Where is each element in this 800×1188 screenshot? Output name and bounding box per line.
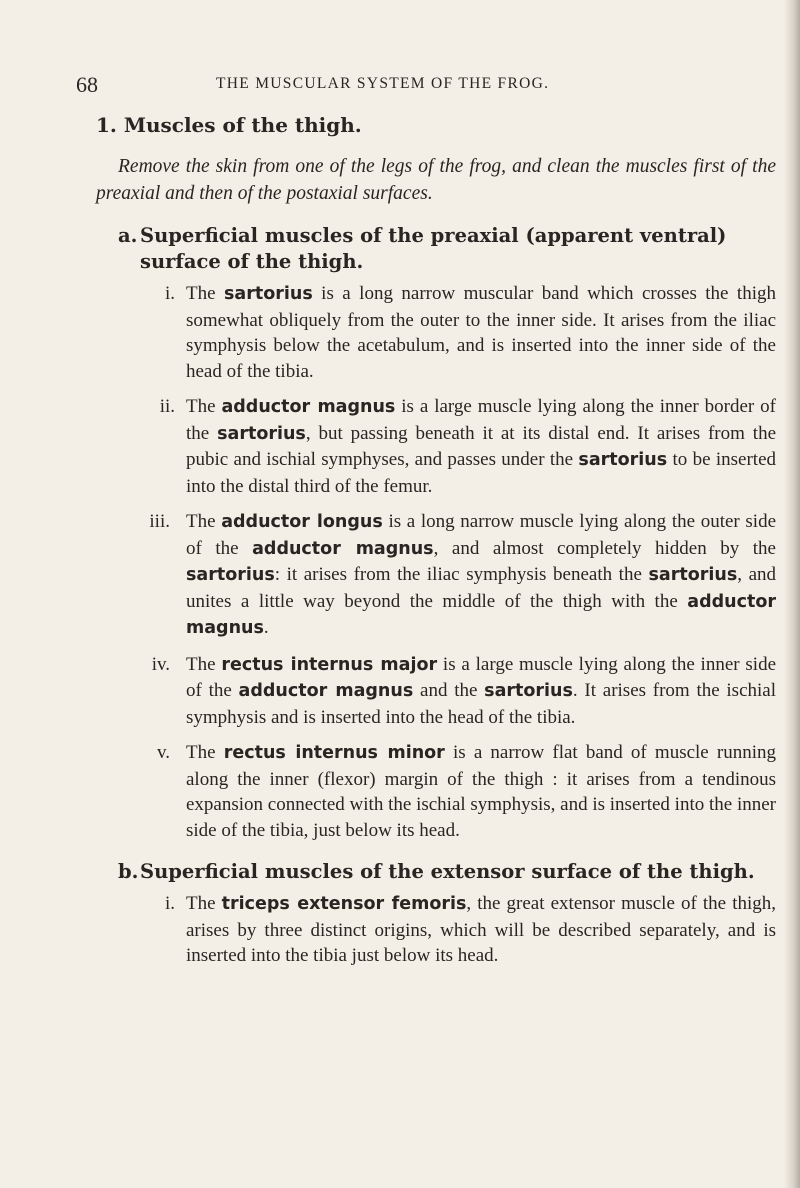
page-edge-shadow: [784, 0, 800, 1188]
item-text: , but passing beneath it at its distal end. It arises from the pubic and ischial symphyses, and passes under the: [186, 422, 777, 470]
list-item: [96, 281, 776, 384]
intro-paragraph: Remove the skin from one of the legs of the frog, and clean the muscles first of the preaxial and then of the postaxial surfaces.: [96, 156, 776, 204]
item-text: The: [186, 511, 222, 532]
muscle-term: adductor magnus: [186, 591, 776, 638]
item-text: The: [186, 283, 224, 304]
muscle-term: adductor magnus: [221, 397, 396, 417]
subsection-heading-a-line2: surface of the thigh.: [140, 250, 364, 273]
item-text: is a large muscle lying along the inner border of the: [186, 396, 777, 444]
list-item: [96, 509, 776, 642]
subsection-heading-a-line1: Superficial muscles of the preaxial (apparent ventral): [140, 224, 727, 247]
item-number: i.: [164, 283, 175, 304]
item-text: and the: [413, 680, 485, 701]
muscle-term: sartorius: [186, 565, 275, 585]
item-text: . It arises from the ischial symphysis and is inserted into the head of the tibia.: [186, 680, 777, 728]
item-text: is a long narrow muscular band which crosses the thigh somewhat obliquely from the outer to the inner side. It arises from the iliac symphysis below the acetabulum, and is inserted into the inner side of the head of the tibia.: [186, 283, 776, 382]
muscle-term: adductor magnus: [252, 538, 434, 559]
item-text: The: [186, 653, 222, 675]
subsection-heading-b-line1: Superficial muscles of the extensor surface of the thigh.: [140, 860, 755, 883]
list-item: [96, 740, 776, 843]
list-item: [96, 394, 776, 499]
item-number: ii.: [159, 396, 175, 417]
subsection-marker-b: b.: [118, 860, 139, 883]
page-number: 68: [76, 72, 98, 97]
item-text: to be inserted into the distal third of the femur.: [186, 449, 776, 497]
item-number: v.: [156, 742, 170, 763]
item-text: The: [186, 396, 222, 417]
running-title: THE MUSCULAR SYSTEM OF THE FROG.: [216, 75, 550, 92]
running-head: [76, 72, 776, 96]
muscle-term: triceps extensor femoris: [221, 894, 467, 914]
page-body: [96, 112, 776, 979]
list-item: [96, 652, 776, 731]
item-text: , and unites a little way beyond the middle of the thigh with the: [186, 564, 777, 612]
muscle-term: sartorius: [217, 423, 306, 444]
item-text: is a large muscle lying along the inner side of the: [186, 653, 776, 701]
list-item: [96, 891, 776, 969]
subsection-marker-a: a.: [118, 224, 138, 247]
item-text: .: [263, 617, 269, 638]
muscle-term: rectus internus major: [221, 654, 438, 675]
item-text: , the great extensor muscle of the thigh, arises by three distinct origins, which will be described separately, and is inserted into the tibia just below its head.: [186, 893, 777, 966]
item-text: : it arises from the iliac symphysis beneath the: [274, 564, 649, 585]
item-text: is a long narrow muscle lying along the outer side of the: [186, 511, 776, 559]
subsection-heading-a: [96, 223, 776, 275]
item-number: iv.: [151, 653, 170, 675]
muscle-term: rectus internus minor: [223, 743, 445, 763]
muscle-term: sartorius: [578, 450, 668, 470]
muscle-term: adductor longus: [221, 512, 383, 532]
subsection-heading-b: [96, 859, 776, 885]
item-text: The: [186, 893, 222, 914]
muscle-term: adductor magnus: [238, 681, 414, 701]
section-heading: 1. Muscles of the thigh.: [96, 113, 362, 137]
item-text: The: [186, 742, 224, 763]
muscle-term: sartorius: [648, 565, 738, 585]
item-text: , and almost completely hidden by the: [433, 537, 776, 559]
muscle-term: sartorius: [223, 284, 313, 304]
item-number: iii.: [149, 511, 170, 532]
muscle-term: sartorius: [484, 681, 573, 701]
item-text: is a narrow flat band of muscle running along the inner (flexor) margin of the thigh : it arises from a tendinous expansion connected with the ischial symphysis, and is inserted into the inner side of the tibia, just below its head.: [186, 742, 776, 841]
item-number: i.: [164, 893, 175, 914]
